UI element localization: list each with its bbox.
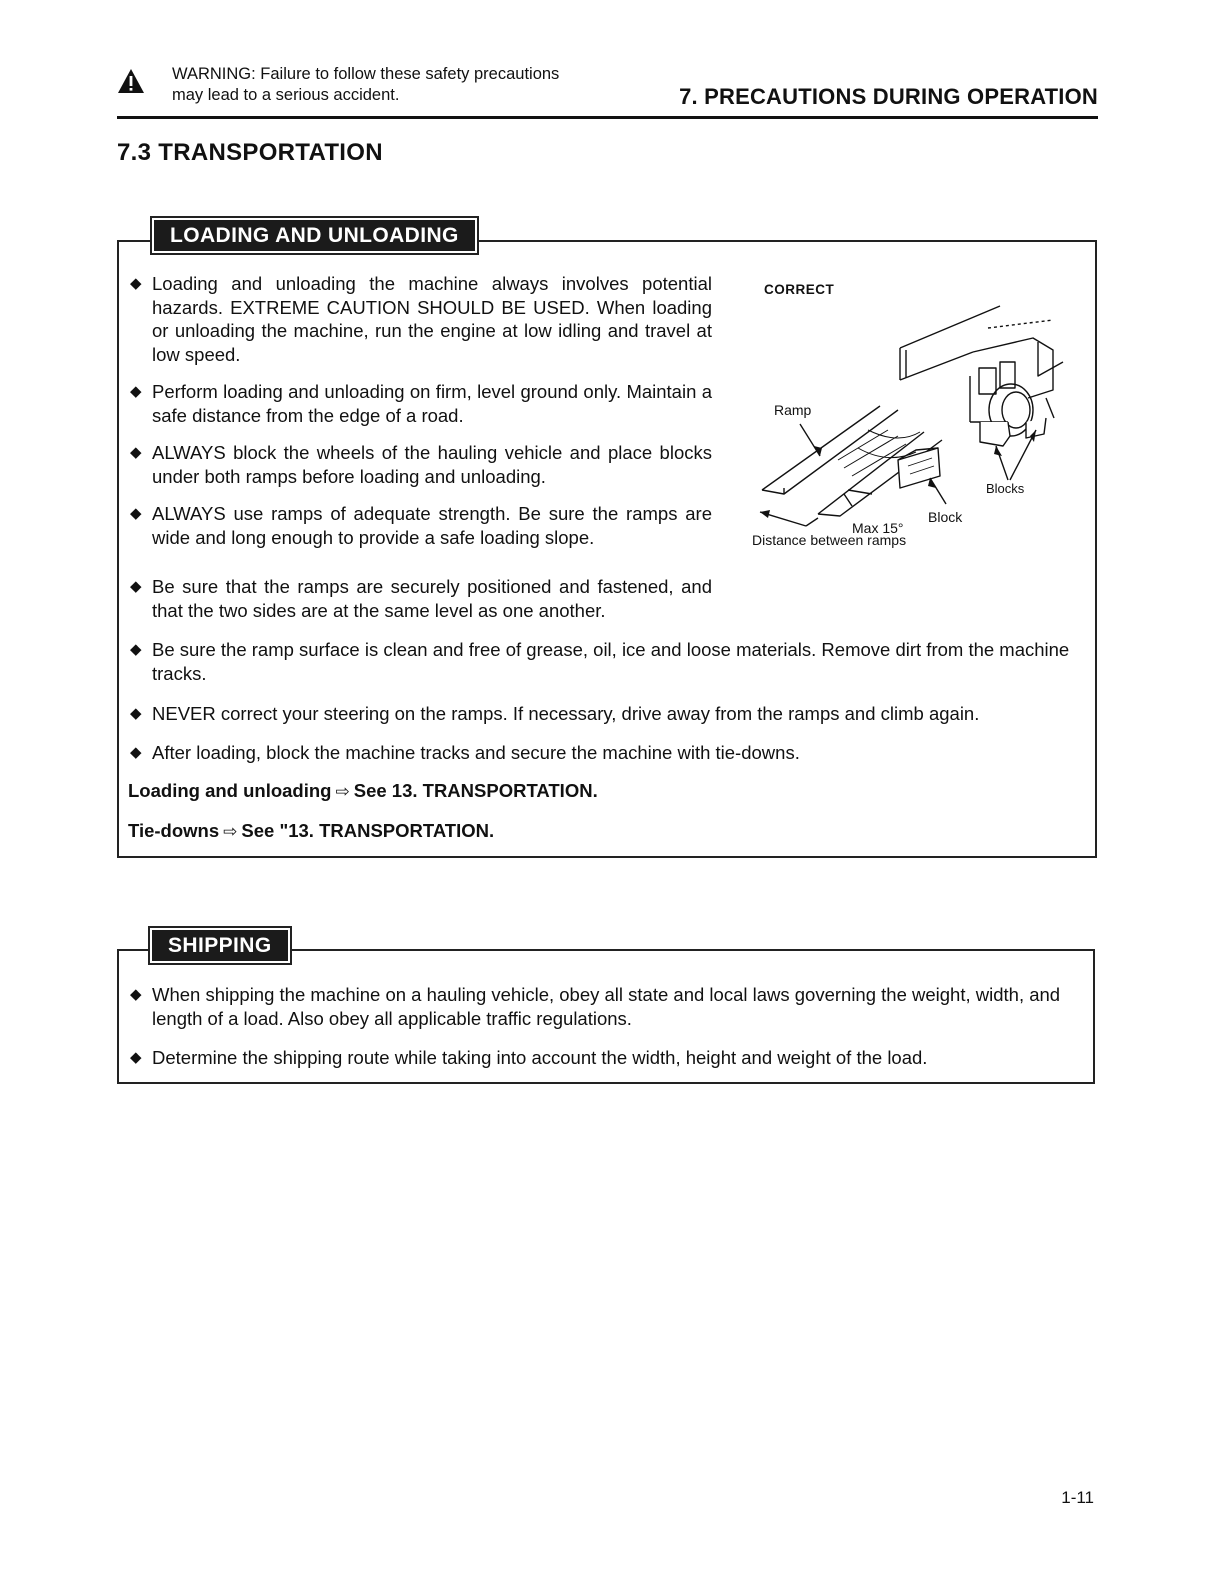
loading-bullet-7-text: NEVER correct your steering on the ramps. If necessary, drive away from the ramps and climb again.	[152, 703, 980, 724]
figure-label-block: Block	[928, 509, 963, 525]
shipping-banner-text: SHIPPING	[152, 930, 288, 961]
page-number: 1-11	[1061, 1488, 1094, 1507]
shipping-bullet-2-text: Determine the shipping route while taking into account the width, height and weight of the load.	[152, 1047, 928, 1068]
chapter-title: 7. PRECAUTIONS DURING OPERATION	[679, 84, 1098, 109]
diamond-bullet-icon: ◆	[130, 1049, 142, 1066]
diamond-bullet-icon: ◆	[130, 641, 142, 658]
figure-label-max-angle: Max 15°	[852, 520, 904, 536]
shipping-banner	[148, 926, 292, 965]
loading-bullet-5	[130, 575, 712, 622]
figure-label-ramp: Ramp	[774, 402, 812, 418]
loading-bullet-1	[130, 272, 712, 366]
diamond-bullet-icon: ◆	[130, 986, 142, 1003]
loading-bullet-1-text: Loading and unloading the machine always involves potential hazards. EXTREME CAUTION SHOULD BE USED. When loading or unloading the machine, run the engine at low idling and travel at low speed.	[152, 273, 712, 365]
loading-bullet-6-text: Be sure the ramp surface is clean and free of grease, oil, ice and loose materials. Remove dirt from the machine tracks.	[152, 639, 1070, 684]
arrow-right-icon: ⇨	[335, 782, 350, 801]
loading-bullet-2	[130, 380, 712, 427]
loading-bullet-8	[130, 741, 1098, 765]
ramp-loading-figure	[748, 280, 1078, 570]
shipping-bullet-1	[130, 983, 1098, 1030]
shipping-bullet-1-text: When shipping the machine on a hauling vehicle, obey all state and local laws governing the weight, width, and length of a load. Also obey all applicable traffic regulations.	[152, 984, 1061, 1029]
diamond-bullet-icon: ◆	[130, 744, 142, 761]
loading-bullet-2-text: Perform loading and unloading on firm, level ground only. Maintain a safe distance from the edge of a road.	[152, 381, 712, 426]
warning-line-2: may lead to a serious accident.	[172, 86, 400, 104]
header-warning	[117, 62, 637, 110]
warning-text	[172, 64, 559, 106]
diamond-bullet-icon: ◆	[130, 578, 142, 595]
loading-bullet-3-text: ALWAYS block the wheels of the hauling vehicle and place blocks under both ramps before loading and unloading.	[152, 442, 712, 487]
reference-loading-label: Loading and unloading	[128, 780, 332, 801]
reference-tie-downs-label: Tie-downs	[128, 820, 220, 841]
loading-bullet-6	[130, 638, 1098, 685]
warning-line-1: WARNING: Failure to follow these safety precautions	[172, 65, 560, 83]
figure-label-blocks: Blocks	[986, 481, 1025, 496]
diamond-bullet-icon: ◆	[130, 705, 142, 722]
loading-bullet-8-text: After loading, block the machine tracks and secure the machine with tie-downs.	[152, 742, 800, 763]
reference-loading-target: See 13. TRANSPORTATION.	[353, 780, 598, 801]
arrow-right-icon: ⇨	[223, 822, 238, 841]
figure-label-correct: CORRECT	[764, 282, 835, 297]
loading-unloading-banner-text: LOADING AND UNLOADING	[154, 220, 475, 251]
shipping-bullet-2	[130, 1046, 1098, 1070]
diamond-bullet-icon: ◆	[130, 444, 142, 461]
ramp-loading-illustration	[748, 280, 1078, 570]
diamond-bullet-icon: ◆	[130, 275, 142, 292]
warning-triangle-icon	[117, 68, 145, 94]
diamond-bullet-icon: ◆	[130, 383, 142, 400]
diamond-bullet-icon: ◆	[130, 505, 142, 522]
loading-bullet-4	[130, 502, 712, 549]
reference-loading	[128, 780, 598, 802]
loading-bullet-4-text: ALWAYS use ramps of adequate strength. Be sure the ramps are wide and long enough to provide a safe loading slope.	[152, 503, 712, 548]
loading-unloading-banner	[150, 216, 479, 255]
loading-bullet-7	[130, 702, 1098, 726]
reference-tie-downs	[128, 820, 494, 842]
loading-bullet-5-text: Be sure that the ramps are securely positioned and fastened, and that the two sides are at the same level as one another.	[152, 576, 712, 621]
header-rule	[117, 116, 1098, 119]
section-title: 7.3 TRANSPORTATION	[117, 139, 383, 166]
loading-bullet-3	[130, 441, 712, 488]
reference-tie-downs-target: See "13. TRANSPORTATION.	[241, 820, 495, 841]
figure-label-distance: Distance between ramps	[752, 532, 907, 548]
